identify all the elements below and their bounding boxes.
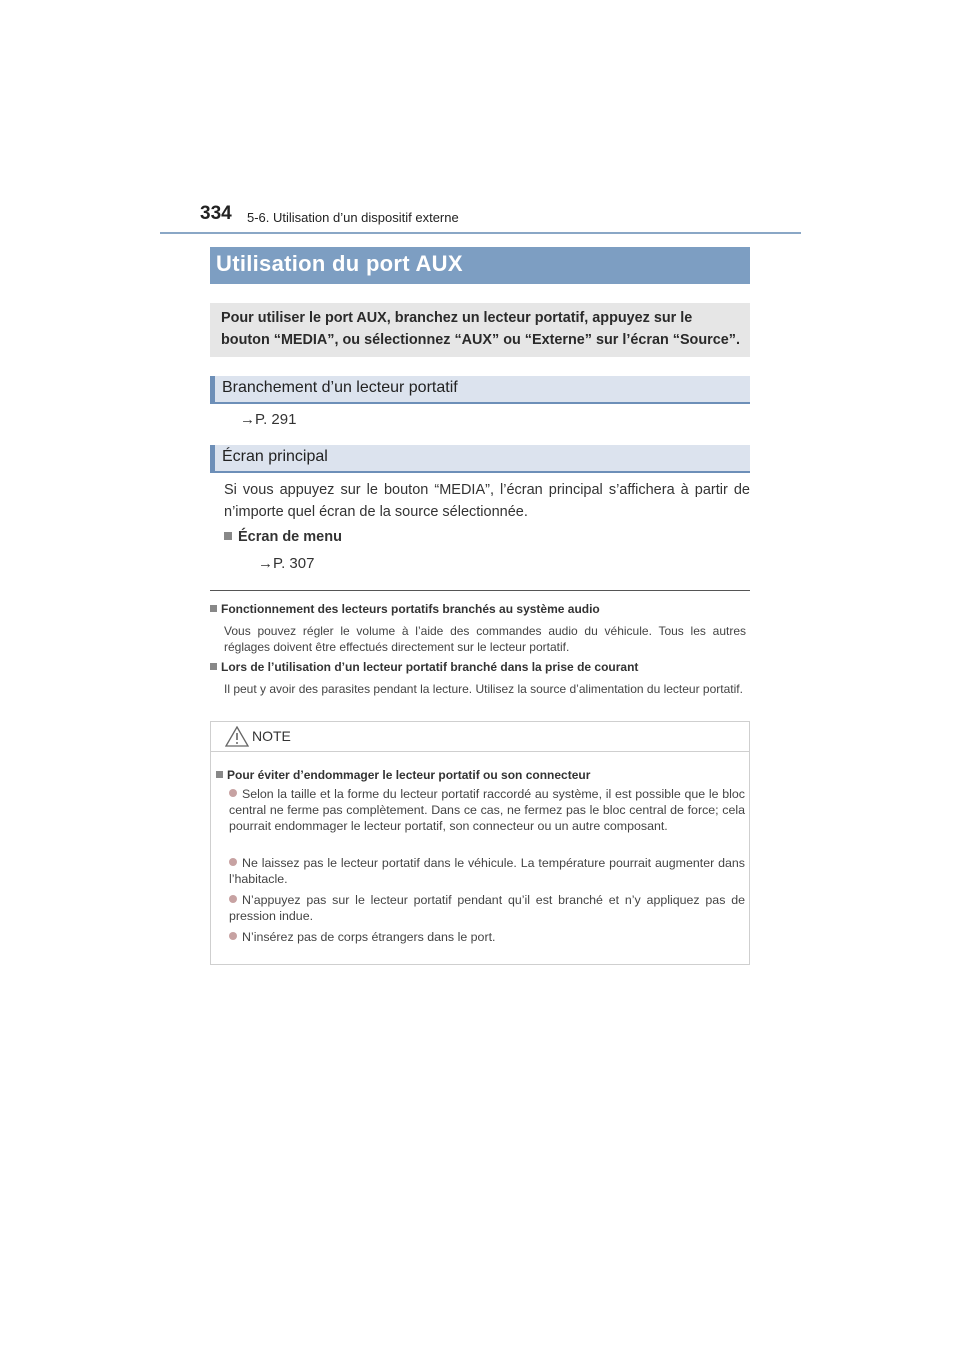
note-box-item [229,929,745,945]
section-heading-branchement [210,376,750,404]
note-box-heading [216,766,746,784]
note-box-item [229,855,745,887]
square-bullet-icon [216,771,223,778]
note-item [210,658,750,697]
note-box-item-text: N’appuyez pas sur le lecteur portatif pendant qu’il est branché et n’y appliquez pas de pression indue. [229,893,745,923]
page-reference-link[interactable]: →P. 307 [258,555,315,572]
intro-box [210,303,750,357]
square-bullet-icon [210,605,217,612]
note-box-item-text: Ne laissez pas le lecteur portatif dans le véhicule. La température pourrait augmenter dans l’habitacle. [229,856,745,886]
square-bullet-icon [224,532,232,540]
title-bar [210,247,750,284]
square-bullet-icon [210,663,217,670]
note-body: Il peut y avoir des parasites pendant la lecture. Utilisez la source d’alimentation du lecteur portatif. [224,682,743,696]
note-box-item-text: N’insérez pas de corps étrangers dans le port. [242,930,496,944]
note-box-heading-label: Pour éviter d’endommager le lecteur portatif ou son connecteur [227,768,591,782]
ecran-principal-text: Si vous appuyez sur le bouton “MEDIA”, l’écran principal s’affichera à partir de n’importe quel écran de la source sélectionnée. [224,482,750,520]
note-box-label: NOTE [252,728,291,744]
note-box-item [229,786,745,834]
chapter-title: 5-6. Utilisation d’un dispositif externe [247,210,459,225]
sub-heading-ecran-menu [224,528,342,546]
warning-triangle-icon [225,726,249,747]
section-heading-ecran-principal [210,445,750,473]
section-heading-label: Branchement d’un lecteur portatif [222,379,458,396]
note-body: Vous pouvez régler le volume à l’aide des commandes audio du véhicule. Tous les autres réglages doivent être effectués directement sur le lecteur portatif. [224,624,746,654]
note-heading: Lors de l’utilisation d’un lecteur portatif branché dans la prise de courant [221,660,639,674]
section-accent [210,376,215,404]
note-box-item-text: Selon la taille et la forme du lecteur portatif raccordé au système, il est possible que le bloc central ne ferme pas complètement. Dans ce cas, ne fermez pas le bloc central de force; cela pourrait endommager le lecteur portatif, son connecteur ou un autre composant. [229,787,745,833]
intro-text: Pour utiliser le port AUX, branchez un lecteur portatif, appuyez sur le bouton “MEDIA”, ou sélectionnez “AUX” ou “Externe” sur l’écran “Source”. [221,310,740,348]
note-box-item [229,892,745,924]
sub-heading-label: Écran de menu [238,529,342,545]
page-number: 334 [200,203,232,224]
circle-bullet-icon [229,858,237,866]
note-item [210,600,750,655]
note-heading: Fonctionnement des lecteurs portatifs branchés au système audio [221,602,600,616]
header-rule [160,232,801,234]
circle-bullet-icon [229,895,237,903]
page-reference-link[interactable]: →P. 291 [240,411,297,428]
note-box-header [211,722,749,752]
circle-bullet-icon [229,932,237,940]
page-title: Utilisation du port AUX [216,251,463,276]
divider [210,590,750,591]
circle-bullet-icon [229,789,237,797]
section-heading-label: Écran principal [222,448,328,465]
section-accent [210,445,215,473]
note-box [210,721,750,965]
